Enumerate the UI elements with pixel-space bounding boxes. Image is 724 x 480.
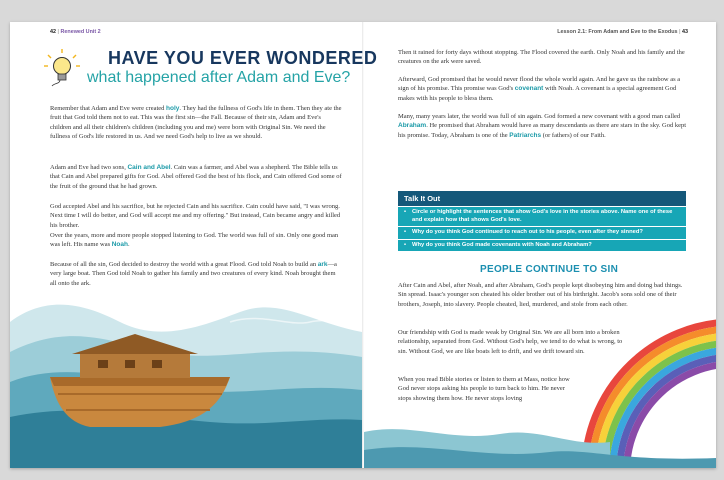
right-page-number: 43 xyxy=(682,29,688,35)
page-gutter xyxy=(362,22,364,468)
talk-it-out-box xyxy=(398,191,686,251)
section-title: PEOPLE CONTINUE TO SIN xyxy=(480,264,619,275)
lightbulb-icon xyxy=(42,47,82,87)
right-page-header: Lesson 2.1: From Adam and Eve to the Exodus | 43 xyxy=(557,29,688,35)
discussion-question: • Circle or highlight the sentences that show God's love in the stories above. Name one of these and explain how that shows God's love. xyxy=(398,207,686,226)
book-spread xyxy=(10,22,716,468)
left-page-number: 42 xyxy=(50,29,56,35)
right-paragraph-3: Many, many years later, the world was full of sin again. God formed a new covenant with a good man called Abraham. He promised that Abraham would have as many descendants as there are stars in the sky. God kept his promise. Today, Abraham is one of the Patriarchs (or fathers) of our Faith. xyxy=(398,113,687,139)
right-paragraph-1: Then it rained for forty days without stopping. The Flood covered the earth. Only Noah and his family and the creatures on the ark were saved. xyxy=(398,49,685,66)
discussion-question: • Why do you think God continued to reach out to his people, even after they sinned? xyxy=(398,227,686,239)
left-paragraph-5: Because of all the sin, God decided to destroy the world with a great Flood. God told Noah to build an ark—a very large boat. Then God told Noah to gather his family and two creatures of every kind. Noah brought them all onto the ark. xyxy=(50,261,337,287)
left-page-header: 42 | Renewed Unit 2 xyxy=(50,29,101,35)
page-title: HAVE YOU EVER WONDERED xyxy=(108,48,378,68)
lesson-label: Lesson 2.1: From Adam and Eve to the Exodus xyxy=(557,29,678,35)
section-paragraph-3: When you read Bible stories or listen to them at Mass, notice how God never stops asking his people to turn back to him. He never stops showing them how. He never stops loving xyxy=(398,376,570,402)
section-paragraph-2: Our friendship with God is made weak by Original Sin. We are all born into a broken relationship, separated from God. Without God's help, we tend to do what is wrong, to sin. Without God, we are like boats left to drift, and we drift toward sin. xyxy=(398,329,623,355)
unit-label: Renewed Unit 2 xyxy=(60,29,101,35)
page-subtitle: what happened after Adam and Eve? xyxy=(87,69,351,86)
left-paragraph-3: God accepted Abel and his sacrifice, but he rejected Cain and his sacrifice. Cain could have said, "I was wrong. Next time I will do better, and God will accept me and my offering." But instead, Cain became angry and killed his brother. xyxy=(50,203,341,229)
section-paragraph-1: After Cain and Abel, after Noah, and after Abraham, God's people kept disobeying him and doing bad things. Sin spread. Isaac's younger son cheated his older brother out of his birthright. Jacob's sons sold one of their brothers, Joseph, into slavery. People cheated, lied, murdered, and stole from each other. xyxy=(398,282,683,308)
talk-it-out-heading: Talk It Out xyxy=(398,191,686,206)
left-paragraph-1: Remember that Adam and Eve were created holy. They had the fullness of God's life in them. Then they ate the fruit that God told them not to eat. This was the first sin—the Fall. Because of their sin, Adam and Eve's children and all their children's children (including you and me) were born with Original Sin. We need the fullness of God's life restored in us. And we need God's help to live as we should. xyxy=(50,105,342,141)
left-paragraph-4: Over the years, more and more people stopped listening to God. The world was full of sin. Only one good man was left. His name was Noah. xyxy=(50,232,339,249)
right-paragraph-2: Afterward, God promised that he would never flood the whole world again. And he gave us the rainbow as a sign of his promise. This promise was God's covenant with Noah. A covenant is a special agreement God makes with his people to bless them. xyxy=(398,76,681,102)
discussion-question: • Why do you think God made covenants with Noah and Abraham? xyxy=(398,240,686,252)
left-paragraph-2: Adam and Eve had two sons, Cain and Abel. Cain was a farmer, and Abel was a shepherd. The Bible tells us that Cain and Abel prepared gifts for God. Abel offered God the best of his flock, and Cain offered God some of the fruit of the ground that he had grown. xyxy=(50,164,342,190)
